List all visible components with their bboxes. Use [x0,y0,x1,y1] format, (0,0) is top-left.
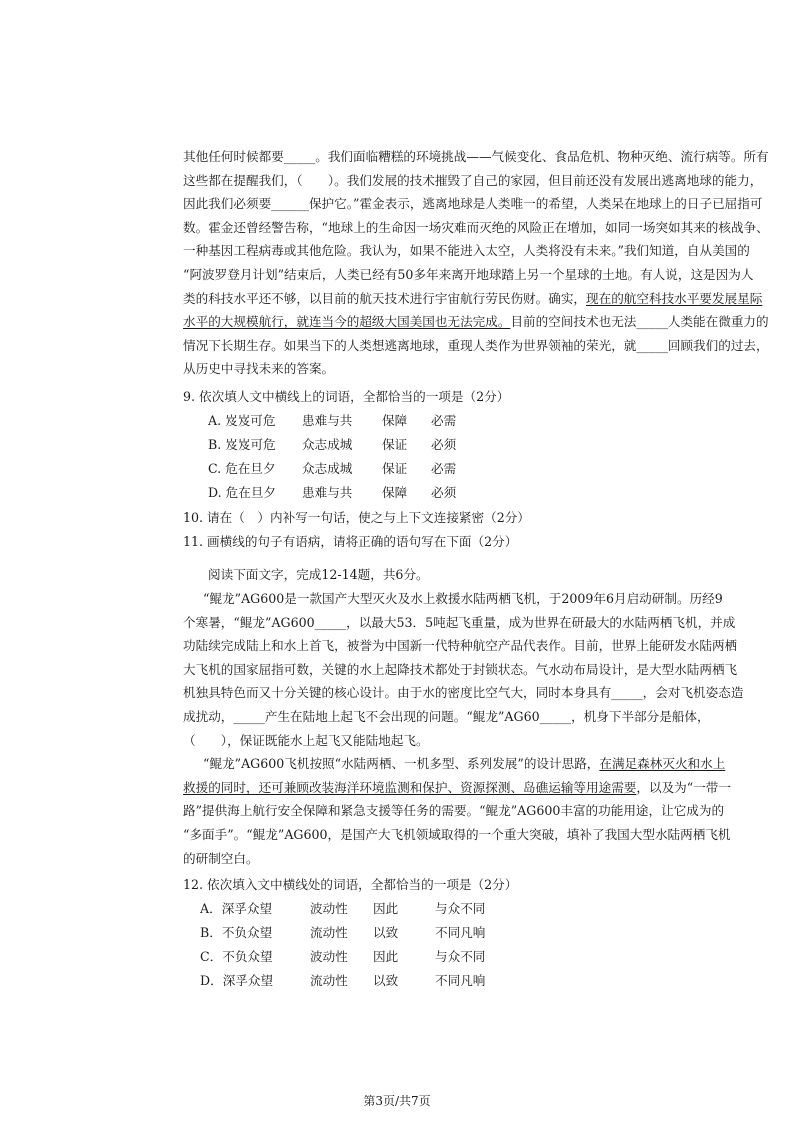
text-line: 成扰动，_____产生在陆地上起飞不会出现的问题。“鲲龙”AG60_____，机身下半部分是船体， [183,708,710,724]
text-segment: 目前的空间技术也无法_____人类能在微重力的 [510,314,769,330]
option-word: 必需 [431,461,457,476]
passage-1 [183,145,769,381]
option-label: C. 危在旦夕 [208,461,276,476]
option-label: A．深孚众望 [200,901,273,916]
text-line: 功陆续完成陆上和水上首飞，被誉为中国新一代特种航空产品代表作。目前，世界上能研发水陆两栖 [183,638,738,654]
text-line: “鲲龙”AG600是一款国产大型灭火及水上救援水陆两栖飞机，于2009年6月启动研制。历经9 [203,591,723,606]
option-word: 众志成城 [302,461,353,476]
option-word: 与众不同 [435,901,486,916]
option-word: 保证 [382,461,408,476]
section-intro: 阅读下面文字，完成12-14题，共6分。 [208,567,429,582]
option-word: 众志成城 [302,437,353,452]
option-label: D．深孚众望 [200,973,274,988]
underlined-sentence: 在满足森林灭火和水上 [599,756,726,772]
text-line: 一种基因工程病毒或其他危险。我认为，如果不能进入太空，人类将没有未来。”我们知道，自从美国的 [183,243,750,259]
option-word: 保障 [382,485,408,500]
option-word: 保障 [382,413,408,428]
option-word: 不同凡响 [435,925,486,940]
underlined-sentence: 救援的同时，还可兼顾改装海洋环境监测和保护、资源探测、岛礁运输等用途需要 [183,779,637,795]
text-line: 因此我们必须要______保护它。”霍金表示，逃离地球是人类唯一的希望，人类呆在地球上的日子已屈指可 [183,196,763,212]
text-line: 大飞机的国家屈指可数，关键的水上起降技术都处于封锁状态。气水动布局设计，是大型水陆两栖飞 [183,661,738,677]
option-word: 与众不同 [435,949,486,964]
option-word: 必需 [431,413,457,428]
option-word: 因此 [373,901,399,916]
text-line: 路”提供海上航行安全保障和紧急支援等任务的需要。“鲲龙”AG600丰富的功能用途，让它成为的 [183,803,725,819]
option-word: 保证 [382,437,408,452]
option-word: 以致 [373,973,399,988]
text-line: 情况下长期生存。如果当下的人类想逃离地球，重现人类作为世界领袖的荣光，就_____回顾我们的过去， [183,337,769,353]
option-label: D. 危在旦夕 [208,485,277,500]
underlined-sentence: 水平的大规模航行，就连当今的超级大国美国也无法完成。 [183,314,511,330]
option-word: 因此 [373,949,399,964]
text-line: 机独具特色而又十分关键的核心设计。由于水的密度比空气大，同时本身具有_____，会对飞机姿态造 [183,685,744,701]
text-segment: “鲲龙”AG600飞机按照“水陆两栖、一机多型、系列发展”的设计思路， [203,756,600,772]
option-label: C．不负众望 [200,949,273,964]
option-word: 患难与共 [302,485,353,500]
text-line: 个寒暑，“鲲龙”AG600_____，以最大53．5吨起飞重量，成为世界在研最大的水陆两栖飞机，并成 [183,614,736,630]
text-line: “多面手”。“鲲龙”AG600，是国产大飞机领域取得的一个重大突破，填补了我国大型水陆两栖飞机 [183,826,731,842]
page-number-footer: 第3页/共7页 [363,1094,431,1108]
text-line: 从历史中寻找未来的答案。 [183,361,335,377]
text-line: 的研制空白。 [183,850,259,866]
question-9-stem: 9. 依次填人文中横线上的词语，全都恰当的一项是（2分） [183,389,510,404]
text-segment: 类的科技水平还不够，以目前的航天技术进行宇宙航行劳民伤财。确实， [183,290,586,306]
option-label: A. 岌岌可危 [208,413,276,428]
text-line [183,310,769,334]
option-label: B. 岌岌可危 [208,437,276,452]
text-segment: ，以及为“一带一 [636,779,731,795]
text-line: 这些都在提醒我们，（ ）。我们发展的技术摧毁了自己的家园，但目前还没有发展出逃离地球的能力， [183,172,763,188]
option-word: 患难与共 [302,413,353,428]
text-line: “阿波罗登月计划”结束后，人类已经有50多年来离开地球踏上另一个星球的土地。有人说，这是因为人 [183,266,754,282]
question-11: 11. 画横线的句子有语病，请将正确的语句写在下面（2分） [183,534,518,549]
text-line: 其他任何时候都要_____。我们面临糟糕的环境挑战——气候变化、食品危机、物种灭绝、流行病等。所有 [183,149,769,164]
passage-2 [183,587,753,870]
text-line [183,752,753,776]
option-word: 以致 [373,925,399,940]
option-word: 必须 [431,437,457,452]
option-word: 流动性 [310,925,348,940]
text-line [183,287,763,311]
underlined-sentence: 现在的航空科技水平要发展星际 [586,290,763,306]
option-word: 波动性 [310,949,348,964]
text-line [183,776,753,800]
option-label: B．不负众望 [200,925,273,940]
text-line: （ ），保证既能水上起飞又能陆地起飞。 [183,732,429,748]
option-word: 不同凡响 [435,973,486,988]
option-word: 流动性 [310,973,348,988]
option-word: 波动性 [310,901,348,916]
text-line: 数。霍金还曾经警告称，“地球上的生命因一场灾难而灭绝的风险正在增加，如同一场突如其来的核战争、 [183,219,769,235]
question-10: 10. 请在（ ）内补写一句话，使之与上下文连接紧密（2分） [183,510,530,525]
option-word: 必须 [431,485,457,500]
question-12-stem: 12. 依次填入文中横线处的词语，全都恰当的一项是（2分） [183,877,518,892]
